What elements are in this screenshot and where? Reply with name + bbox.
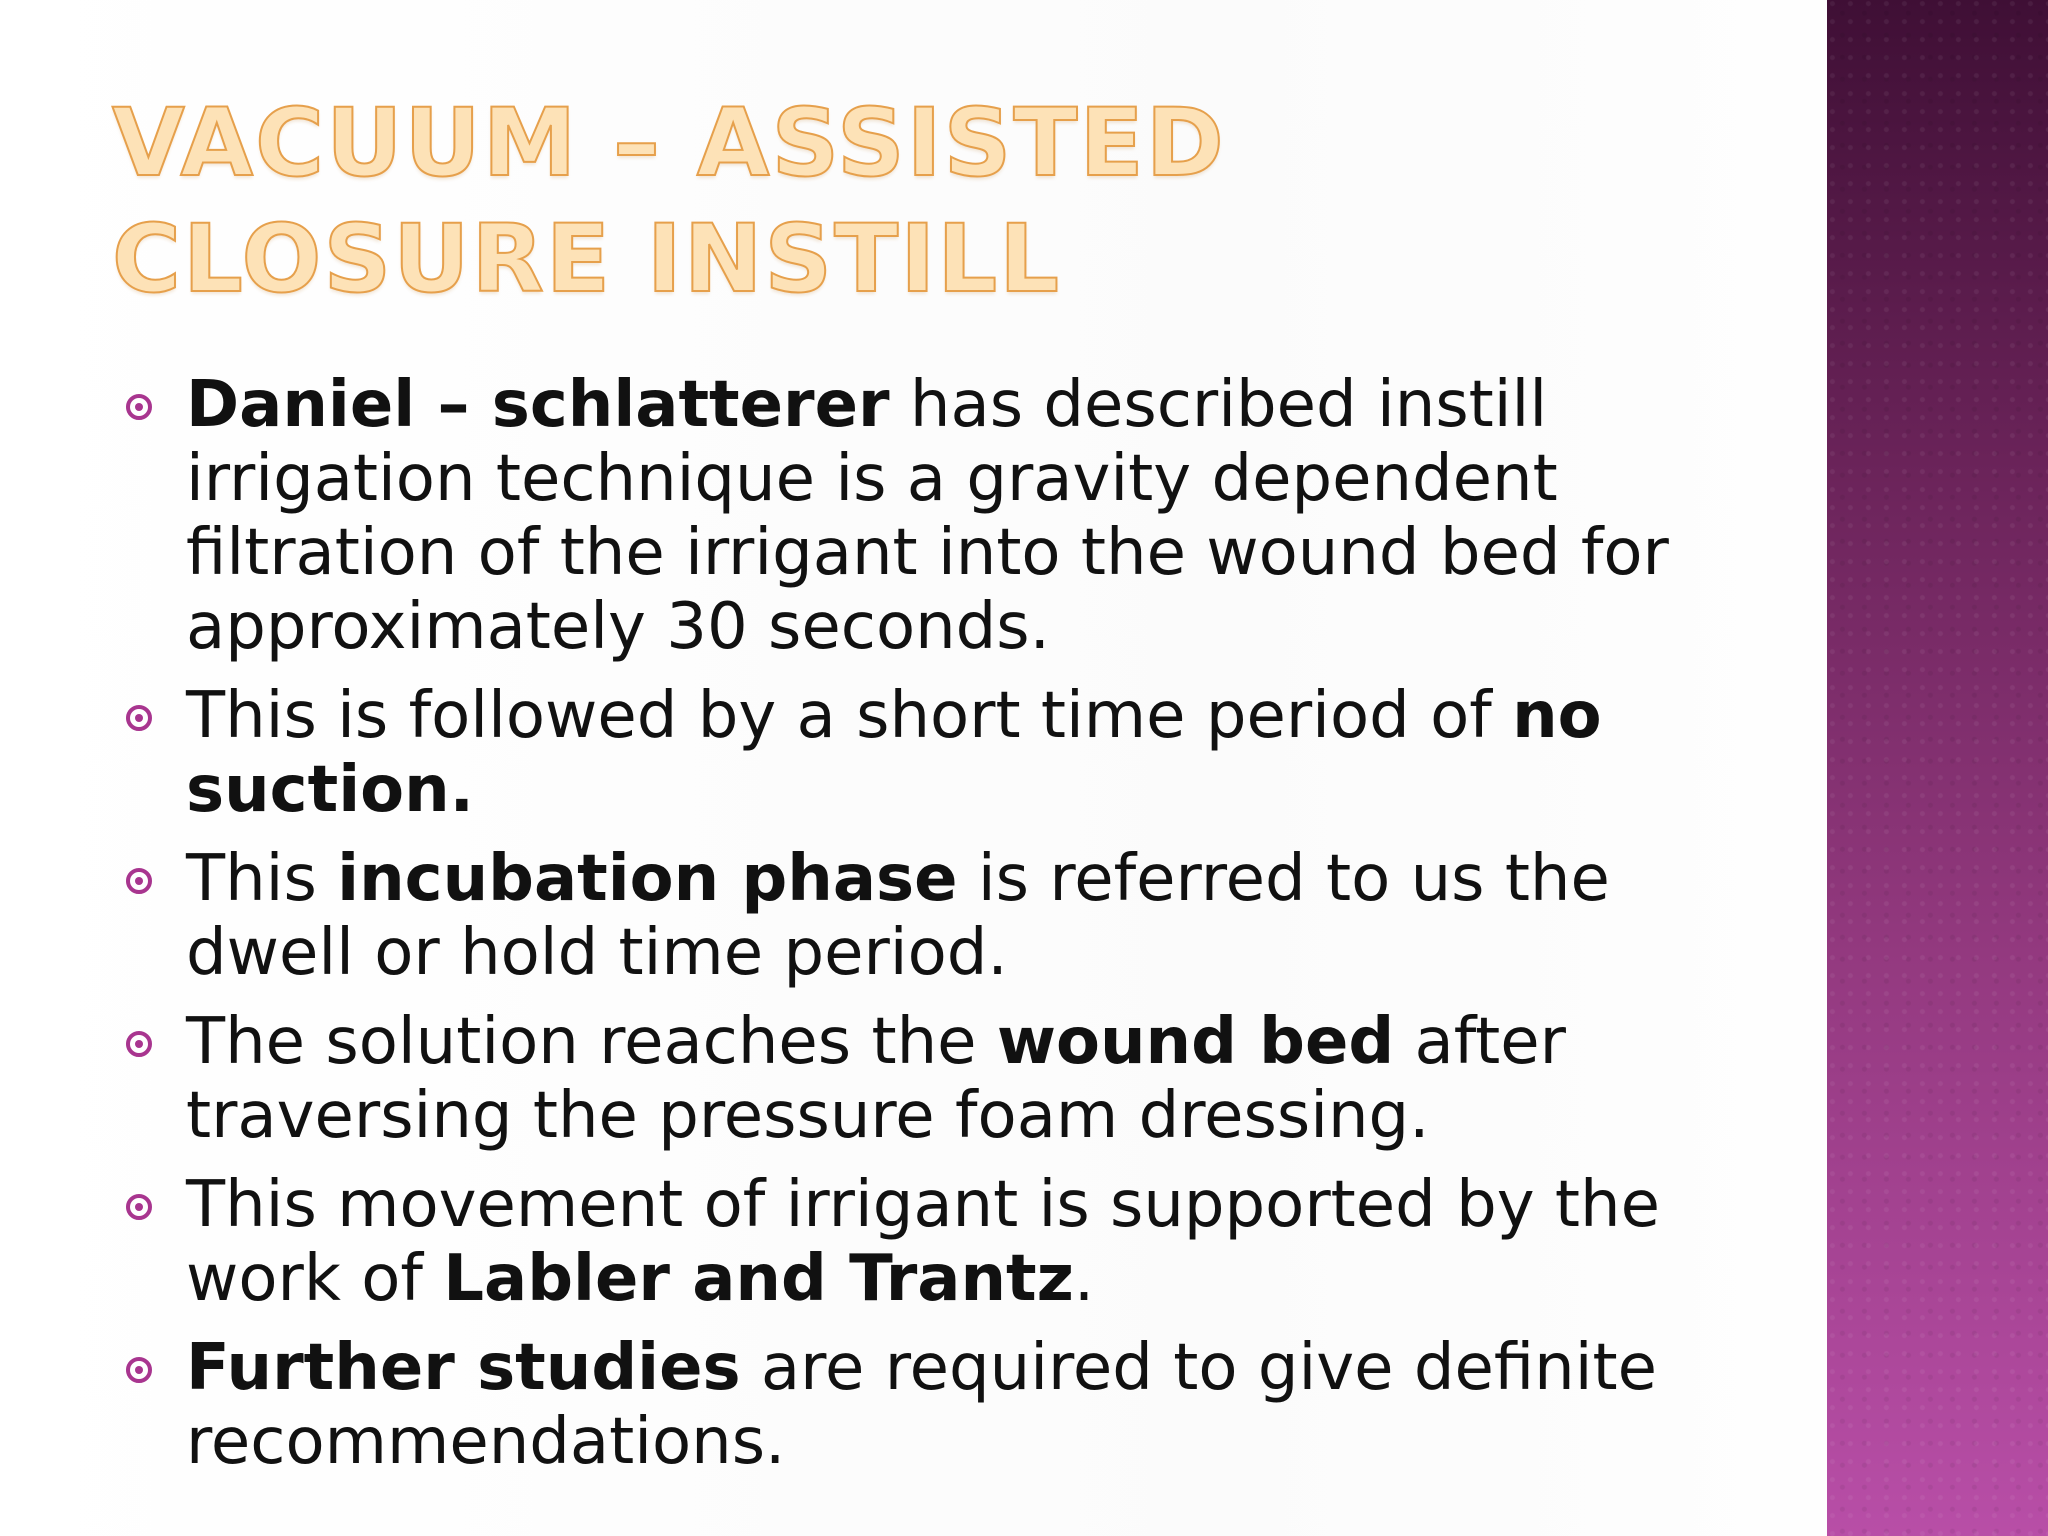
bullet-text-bold: Further studies	[186, 1331, 741, 1405]
bullet-item	[126, 1005, 1746, 1153]
slide-title: VACUUM – ASSISTED CLOSURE INSTILL	[112, 89, 1226, 314]
bullet-text-bold: wound bed	[996, 1005, 1395, 1079]
bullet-item	[126, 842, 1746, 990]
bullet-item	[126, 368, 1746, 664]
bullet-text-bold: incubation phase	[337, 842, 958, 916]
bullet-text: is referred to us the dwell or hold time period.	[186, 842, 1610, 990]
bullet-item	[126, 1331, 1746, 1479]
circled-dot-bullet-icon	[126, 868, 152, 894]
bullet-text-bold: Daniel – schlatterer	[186, 368, 890, 442]
bullet-text: are required to give definite recommendations.	[186, 1331, 1657, 1479]
circled-dot-bullet-icon	[126, 1031, 152, 1057]
bullet-text: .	[1073, 1242, 1095, 1316]
bullet-text: This	[186, 842, 338, 916]
decorative-sidebar	[1827, 0, 2048, 1536]
bullet-text: has described instill irrigation technique is a gravity dependent filtration of the irrigant into the wound bed for approximately 30 seconds.	[186, 368, 1669, 664]
bullet-text: This is followed by a short time period of	[186, 679, 1513, 753]
bullet-text: This movement of irrigant is supported by the work of	[186, 1168, 1660, 1316]
bullet-item	[126, 679, 1746, 827]
bullet-item	[126, 1168, 1746, 1316]
bullet-text-bold: no suction.	[186, 679, 1602, 827]
bullet-text-bold: Labler and Trantz	[443, 1242, 1074, 1316]
bullet-text: after traversing the pressure foam dressing.	[186, 1005, 1566, 1153]
bullet-list	[126, 368, 1746, 1494]
circled-dot-bullet-icon	[126, 705, 152, 731]
circled-dot-bullet-icon	[126, 1357, 152, 1383]
circled-dot-bullet-icon	[126, 394, 152, 420]
circled-dot-bullet-icon	[126, 1194, 152, 1220]
bullet-text: The solution reaches the	[186, 1005, 997, 1079]
